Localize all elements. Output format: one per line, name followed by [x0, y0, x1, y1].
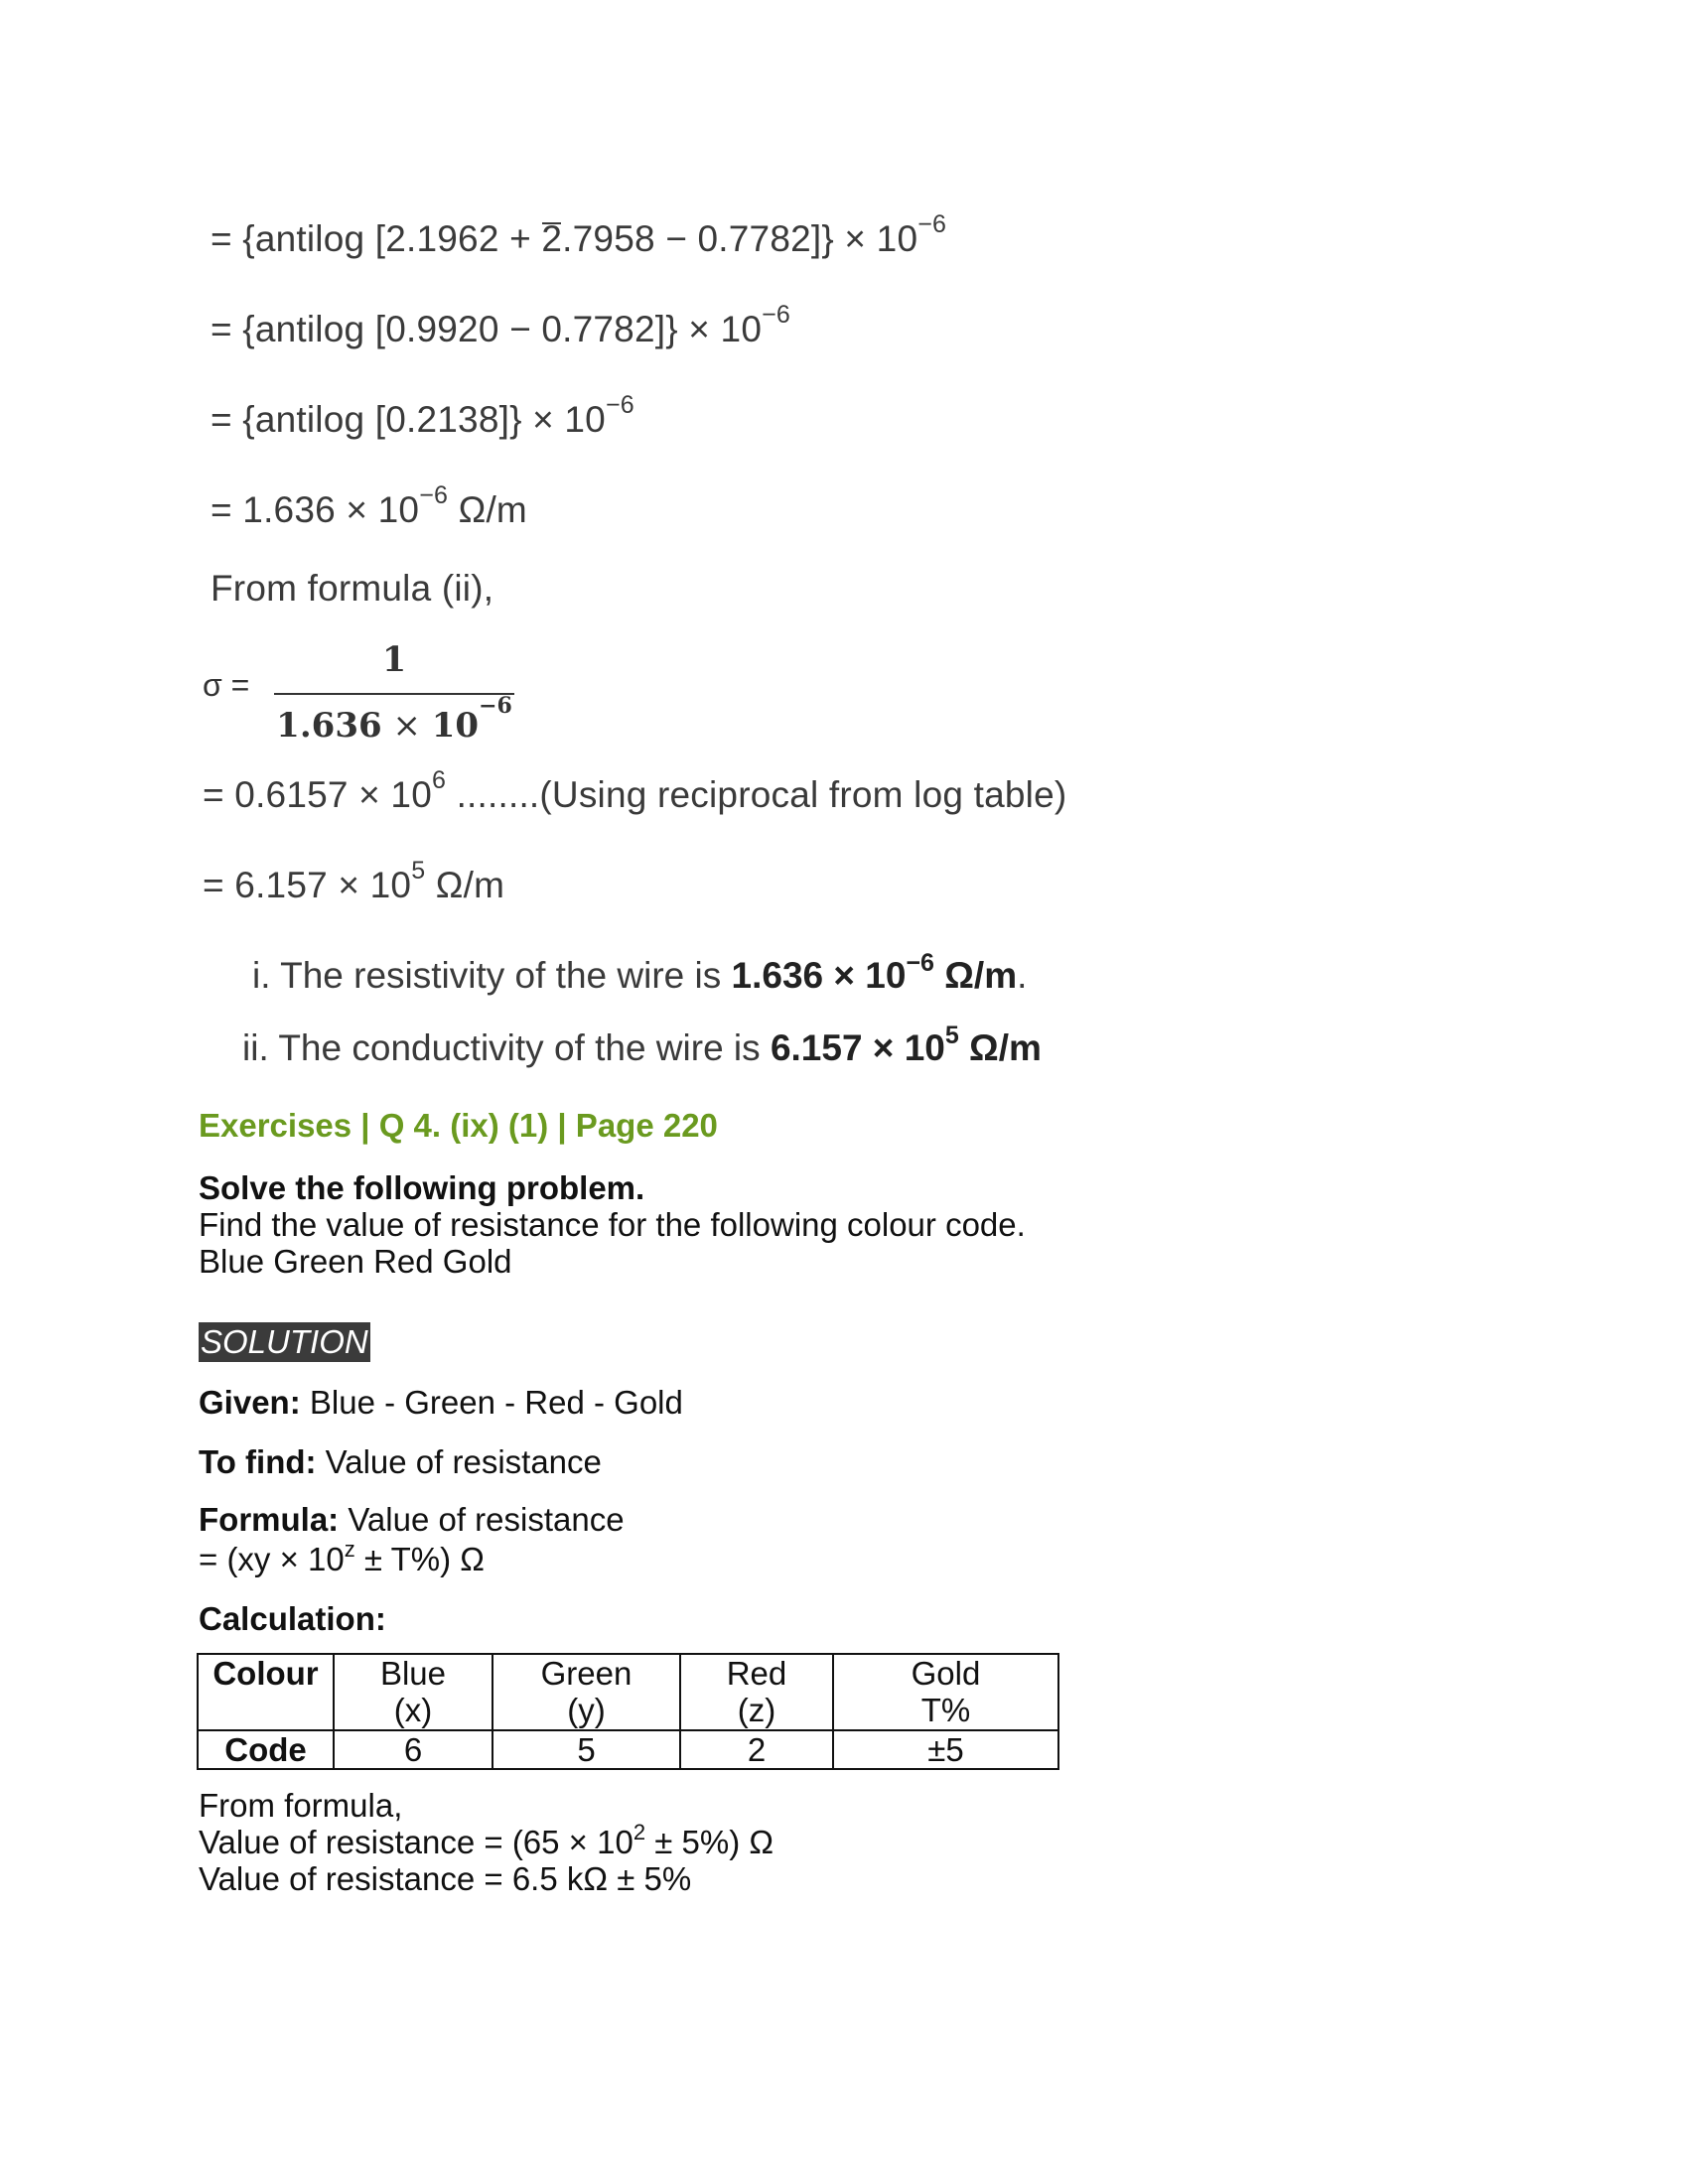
- solution-badge: SOLUTION: [201, 1323, 368, 1360]
- step2-exponent: −6: [762, 301, 791, 329]
- exercise-heading[interactable]: Exercises | Q 4. (ix) (1) | Page 220: [199, 1107, 718, 1144]
- step3-text: = {antilog [0.2138]} × 10: [211, 399, 606, 440]
- result2-unit: Ω/m: [425, 865, 505, 905]
- prompt-bold: Solve the following problem.: [199, 1169, 645, 1206]
- result2-exponent: 5: [411, 857, 426, 885]
- conclusion2-exponent: 5: [944, 1022, 959, 1049]
- question-prompt: [199, 1169, 644, 1207]
- antilog-step-2: [211, 301, 791, 350]
- conclusion1-value: [731, 949, 1018, 996]
- formula-expr-post: ± T%) Ω: [354, 1541, 485, 1577]
- step1-prefix: = {antilog [2.1962 +: [211, 218, 542, 259]
- conductivity-step-1: [203, 766, 1067, 816]
- conclusion1-unit: Ω/m: [933, 955, 1018, 996]
- antilog-step-1: [211, 210, 947, 260]
- cell-colour-symbol: T%: [920, 1692, 971, 1728]
- conclusion2-value: [770, 1022, 1042, 1068]
- cell-colour-name: Blue: [379, 1655, 447, 1692]
- fraction-numerator: 1: [381, 639, 407, 680]
- result1-note: ........(Using reciprocal from log table): [446, 774, 1067, 815]
- denominator-power: 10: [431, 706, 480, 746]
- step1-suffix: .7958 − 0.7782]} × 10: [562, 218, 918, 259]
- denominator-base: 1.636: [276, 706, 382, 746]
- bar-digit: 2: [541, 218, 563, 259]
- conclusion2-unit: Ω/m: [958, 1027, 1042, 1068]
- table-cell: ±5: [833, 1730, 1058, 1769]
- denominator-times: ×: [381, 706, 432, 746]
- final-line-2: Value of resistance = 6.5 kΩ ± 5%: [199, 1860, 692, 1897]
- table-cell: [492, 1654, 680, 1730]
- formula-label: Formula:: [199, 1501, 340, 1538]
- step1-exponent: −6: [917, 210, 947, 238]
- table-row: [198, 1730, 1058, 1769]
- conclusion2-prefix: ii. The conductivity of the wire is: [242, 1027, 771, 1068]
- conclusion1-base: 1.636 × 10: [731, 955, 907, 996]
- step3-exponent: −6: [605, 391, 634, 419]
- table-cell: [334, 1654, 492, 1730]
- resistivity-result: [211, 481, 527, 531]
- colour-code-table: [197, 1653, 1059, 1770]
- step2-text: = {antilog [0.9920 − 0.7782]} × 10: [211, 309, 763, 349]
- tofind-label: To find:: [199, 1443, 317, 1480]
- given-value: Blue - Green - Red - Gold: [300, 1384, 683, 1421]
- cell-colour-name: Red: [726, 1655, 787, 1692]
- from-formula-ii: From formula (ii),: [211, 568, 494, 609]
- step4-unit: Ω/m: [448, 489, 527, 530]
- denominator-exponent: −6: [479, 693, 512, 719]
- result2-text: = 6.157 × 10: [203, 865, 412, 905]
- result1-exponent: 6: [431, 766, 447, 794]
- table-cell: [680, 1654, 833, 1730]
- row-header-code: Code: [198, 1730, 334, 1769]
- result1-text: = 0.6157 × 10: [203, 774, 432, 815]
- question-line-1: Find the value of resistance for the following colour code.: [199, 1206, 1026, 1243]
- cell-colour-symbol: (y): [567, 1692, 606, 1728]
- step4-text: = 1.636 × 10: [211, 489, 420, 530]
- conductivity-step-2: [203, 857, 505, 906]
- sigma-label: σ =: [203, 667, 250, 703]
- given-label: Given:: [199, 1384, 301, 1421]
- table-row: [198, 1654, 1058, 1730]
- conclusion-resistivity: [252, 949, 1028, 997]
- table-cell: 6: [334, 1730, 492, 1769]
- table-cell: 2: [680, 1730, 833, 1769]
- cell-colour-name: Green: [540, 1655, 633, 1692]
- sigma-fraction: [274, 635, 514, 751]
- conclusion1-prefix: i. The resistivity of the wire is: [252, 955, 732, 996]
- tofind-line: [199, 1443, 602, 1481]
- final-line-1: [199, 1820, 774, 1861]
- conclusion2-base: 6.157 × 10: [770, 1027, 945, 1068]
- question-line-2: Blue Green Red Gold: [199, 1243, 512, 1280]
- antilog-step-3: [211, 391, 634, 441]
- conclusion1-exponent: −6: [906, 949, 934, 977]
- given-line: [199, 1384, 683, 1422]
- final1-pre: Value of resistance = (65 × 10: [199, 1824, 633, 1860]
- conclusion-conductivity: [242, 1022, 1042, 1069]
- tofind-value: Value of resistance: [316, 1443, 602, 1480]
- conclusion1-tail: .: [1017, 955, 1028, 996]
- calculation-line: [199, 1600, 386, 1638]
- table-cell: [833, 1654, 1058, 1730]
- formula-expr-exponent: z: [344, 1537, 355, 1562]
- formula-expression: [199, 1537, 485, 1578]
- calculation-label: Calculation:: [199, 1600, 386, 1637]
- fraction-denominator: [274, 693, 514, 751]
- cell-colour-name: Gold: [911, 1655, 981, 1692]
- formula-expr-pre: = (xy × 10: [199, 1541, 345, 1577]
- final1-exponent: 2: [633, 1820, 646, 1844]
- cell-colour-symbol: (x): [393, 1692, 433, 1728]
- cell-colour-symbol: (z): [737, 1692, 776, 1728]
- table-cell: 5: [492, 1730, 680, 1769]
- final1-post: ± 5%) Ω: [645, 1824, 774, 1860]
- formula-line: [199, 1501, 625, 1539]
- step4-exponent: −6: [419, 481, 449, 509]
- final-from-formula: From formula,: [199, 1787, 403, 1824]
- row-header-colour: Colour: [198, 1654, 334, 1730]
- formula-value: Value of resistance: [339, 1501, 625, 1538]
